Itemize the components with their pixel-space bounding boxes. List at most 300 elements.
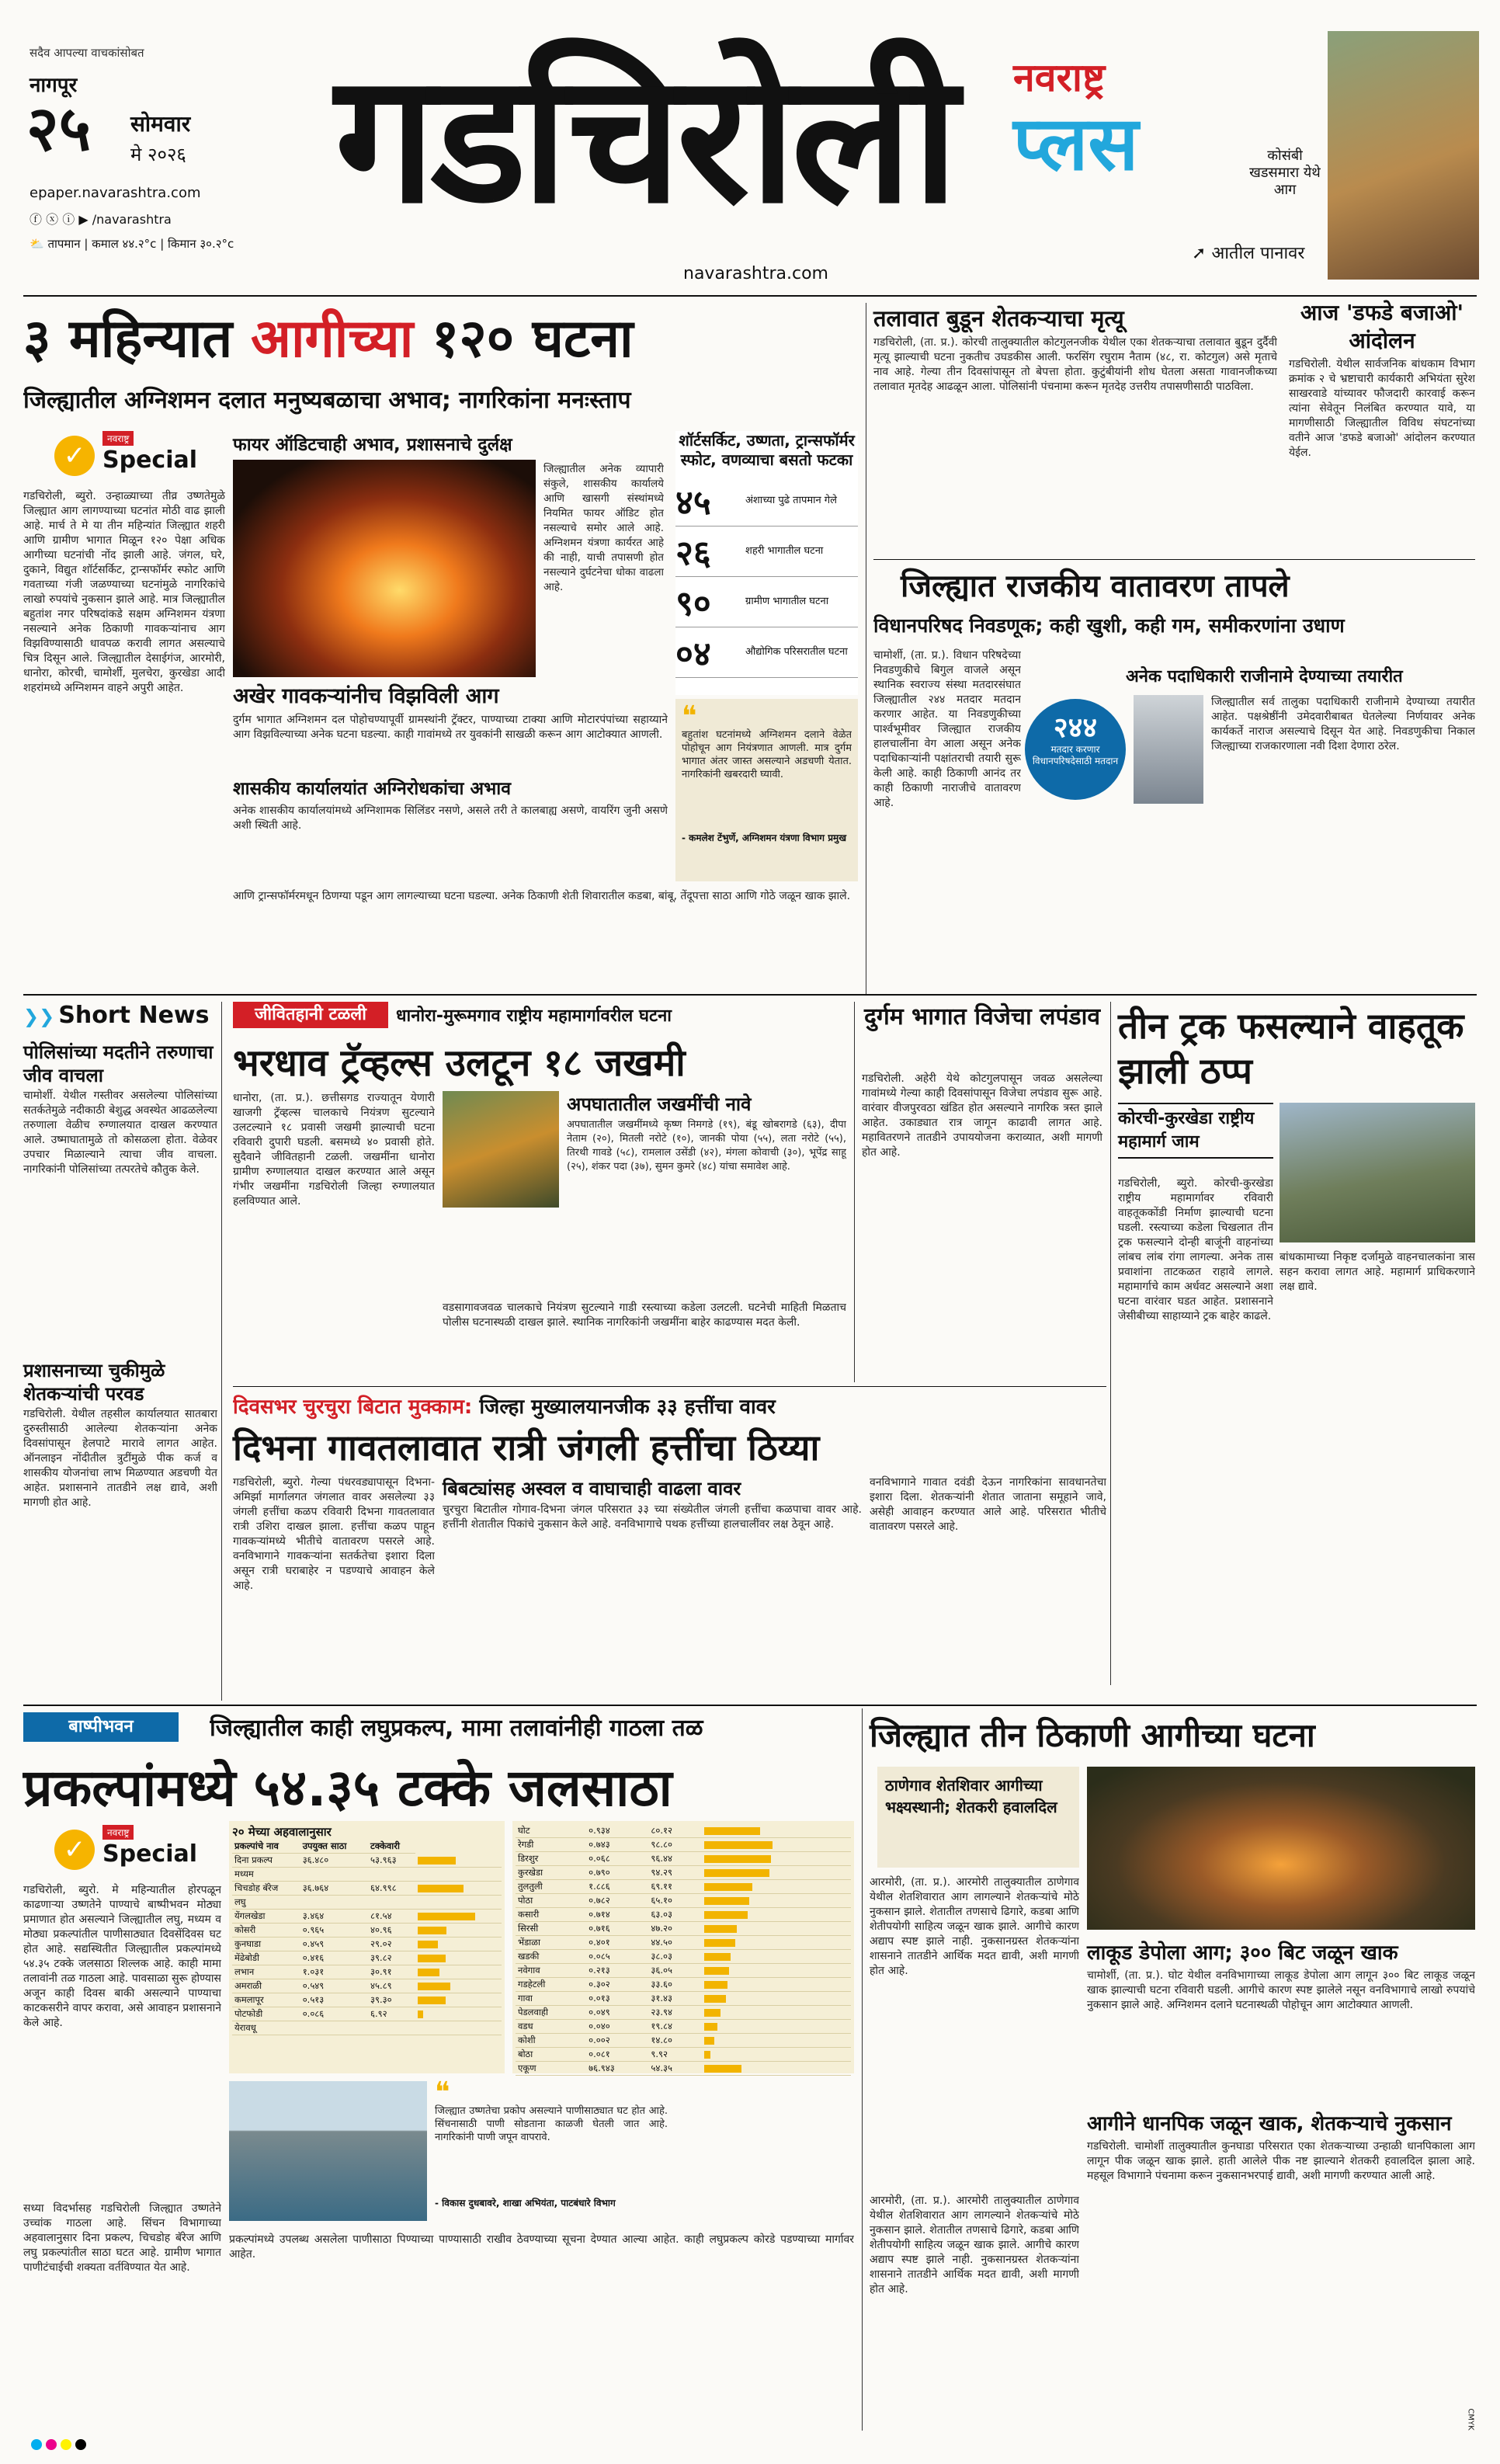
table-cell-pct: ५३.९६३ xyxy=(368,1854,415,1868)
water-table-right xyxy=(512,1821,854,2073)
table-bar-cell xyxy=(702,2034,852,2048)
table-row xyxy=(516,1992,851,2006)
instagram-icon[interactable]: ⓘ xyxy=(62,212,75,227)
trucks-sub: कोरची-कुरखेडा राष्ट्रीय महामार्ग जाम xyxy=(1118,1103,1273,1159)
epaper-link[interactable]: epaper.navarashtra.com xyxy=(30,185,201,201)
black-dot xyxy=(75,2439,86,2450)
table-cell-val: ०.४०१ xyxy=(586,1936,648,1950)
table-cell-val xyxy=(300,1868,368,1882)
stat-label: शहरी भागातील घटना xyxy=(745,545,824,557)
table-cell-val: ०.४१६ xyxy=(300,1951,368,1965)
table-cell-pct: १४.८० xyxy=(648,2034,701,2048)
table-row xyxy=(232,1924,502,1937)
table-bar-cell xyxy=(415,1924,502,1937)
table-bar-cell xyxy=(702,1964,852,1978)
table-cell-name: कोसरी xyxy=(232,1924,300,1937)
table-cell-pct: ४५.८९ xyxy=(368,1979,415,1993)
sub-story-1-title: अखेर गावकऱ्यांनीच विझविली आग xyxy=(233,684,499,708)
table-bar-cell xyxy=(415,1993,502,2007)
percent-bar xyxy=(704,1869,770,1877)
site-url[interactable]: navarashtra.com xyxy=(683,264,828,283)
table-cell-name: येरावधू xyxy=(232,2021,300,2035)
quote-icon: ❝ xyxy=(682,700,697,732)
table-cell-val: ०.५४९ xyxy=(300,1979,368,1993)
stats-box-title: शॉर्टसर्किट, उष्णता, ट्रान्सफॉर्मर स्फोट, वणव्याचा बसतो फटका xyxy=(679,431,855,469)
percent-bar xyxy=(418,2010,422,2018)
drown-title: तलावात बुडून शेतकऱ्याचा मृत्यू xyxy=(873,305,1124,332)
elephants-body-2: चुरचुरा बिटातील गोगाव-दिभना जंगल परिसरात ३३ च्या संख्येतील जंगली हत्तींचा कळपाचा वावर आहे. हत्तींनी शेतातील पिकांचे नुकसान केले आहे. वनविभागाचे पथक हत्तींच्या हालचालींवर लक्ष ठेवून आहे. xyxy=(443,1503,862,1531)
trucks-body: गडचिरोली, ब्युरो. कोरची-कुरखेडा राष्ट्रीय महामार्गावर रविवारी वाहतूककोंडी निर्माण झाल्याची घटना घडली. रस्त्याच्या कडेला चिखलात तीन ट्रक फसल्याने दोन्ही बाजूंनी वाहनांच्या लांबच लांब रांगा लागल्या. अनेक तास प्रवाशांना ताटकळत राहावे लागले. महामार्गाचे काम अर्धवट असल्याने अशा घटना वारंवार घडत आहेत. प्रशासनाने जेसीबीच्या साहाय्याने ट्रक बाहेर काढले. xyxy=(1118,1177,1273,1322)
quote-icon: ❝ xyxy=(435,2077,450,2108)
lead-continuation: आणि ट्रान्सफॉर्मरमधून ठिणग्या पडून आग लागल्याच्या घटना घडल्या. अनेक ठिकाणी शेती शिवारातील कडबा, बांबू, तेंदूपत्ता साठा आणि गोठे जळून खाक झाले. xyxy=(233,890,851,902)
table-row xyxy=(232,2007,502,2021)
table-cell-pct: ९.९२ xyxy=(648,2048,701,2062)
accident-title: भरधाव ट्रॅव्हल्स उलटून १८ जखमी xyxy=(233,1041,686,1085)
table-cell-pct: ३१.४३ xyxy=(648,1992,701,2006)
table-row xyxy=(516,1824,851,1838)
table-cell-pct: ८०.१२ xyxy=(648,1824,701,1838)
accident-box-title: अपघातातील जखमींची नावे xyxy=(567,1093,752,1115)
table-cell-pct: २९.०२ xyxy=(368,1937,415,1951)
table-cell-name: कमलापूर xyxy=(232,1993,300,2007)
table-bar-cell xyxy=(702,1950,852,1964)
table-cell-pct: ६९.११ xyxy=(648,1880,701,1894)
percent-bar xyxy=(704,1855,772,1863)
fires-body: आरमोरी, (ता. प्र.). आरमोरी तालुक्यातील ठाणेगाव येथील शेतशिवारात आग लागल्याने शेतकऱ्यांचे मोठे नुकसान झाले. शेतातील तणसाचे ढिगारे, कडबा आणि शेतीपयोगी साहित्य जळून खाक झाले. आगीचे कारण अद्याप स्पष्ट झाले नाही. नुकसानग्रस्त शेतकऱ्यांना शासनाने तातडीने आर्थिक मदत द्यावी, अशी मागणी होत आहे. xyxy=(870,1876,1079,1977)
accident-body: धानोरा, (ता. प्र.). छत्तीसगड राज्यातून येणारी खाजगी ट्रॅव्हल्स चालकाचे नियंत्रण सुटल्याने उलटल्याने १८ प्रवासी जखमी झाल्याची घटना रविवारी दुपारी घडली. बसमध्ये ४० प्रवासी होते. सुदैवाने जीवितहानी टळली. जखमींना धानोरा ग्रामीण रुग्णालयात दाखल करण्यात आले असून गंभीर जखमींना गडचिरोली जिल्हा रुग्णालयात हलविण्यात आले. xyxy=(233,1092,435,1208)
table-cell-val: ३.४६४ xyxy=(300,1910,368,1924)
table-cell-val: १.०३१ xyxy=(300,1965,368,1979)
table-cell-pct: ३०.९१ xyxy=(368,1965,415,1979)
youtube-icon[interactable]: ▶ xyxy=(78,212,89,227)
politics-body-2: जिल्ह्यातील सर्व तालुका पदाधिकारी राजीनामे देण्याच्या तयारीत आहेत. पक्षश्रेष्ठींनी उमेदवारीबाबत घेतलेल्या निर्णयावर अनेक कार्यकर्ते नाराज असल्याचे दिसून येत आहे. निवडणुकीचा निकाल जिल्ह्याच्या राजकारणाला नवी दिशा देणारा ठरेल. xyxy=(1211,696,1475,752)
elephants-kicker: दिवसभर चुरचुरा बिटात मुक्काम: जिल्हा मुख्यालयानजीक ३३ हत्तींचा वावर xyxy=(233,1395,776,1419)
table-cell-name: भेंडाळा xyxy=(516,1936,586,1950)
stat-number: २६ xyxy=(675,533,711,573)
table-cell-pct: ६३.०३ xyxy=(648,1908,701,1922)
table-cell-val: ३६.४८० xyxy=(300,1854,368,1868)
water-table-2 xyxy=(516,1824,851,2076)
water-kicker: जिल्ह्यातील काही लघुप्रकल्प, मामा तलावांनीही गाठला तळ xyxy=(210,1715,703,1742)
table-cell-pct: ४७.२० xyxy=(648,1922,701,1936)
table-bar-cell xyxy=(702,1922,852,1936)
table-cell-name: एकूण xyxy=(516,2062,586,2076)
brand-logo xyxy=(1013,54,1223,217)
table-bar-cell xyxy=(415,1979,502,1993)
percent-bar xyxy=(704,1953,731,1961)
stat-label: ग्रामीण भागातील घटना xyxy=(745,596,829,607)
table-cell-pct: ३८.०३ xyxy=(648,1950,701,1964)
table-cell-name: गडहेटली xyxy=(516,1978,586,1992)
table-cell-val: ०.०८६ xyxy=(300,2007,368,2021)
table-cell-pct: ९४.२९ xyxy=(648,1866,701,1880)
table-bar-cell xyxy=(702,1936,852,1950)
elephants-mid-title: बिबट्यांसह अस्वल व वाघाचाही वाढला वावर xyxy=(443,1478,741,1500)
table-cell-name: मध्यम xyxy=(232,1868,300,1882)
table-bar-cell xyxy=(702,1894,852,1908)
tagline: सदैव आपल्या वाचकांसोबत xyxy=(30,46,144,60)
table-cell-val: ०.९३४ xyxy=(586,1824,648,1838)
water-title: प्रकल्पांमध्ये ५४.३५ टक्के जलसाठा xyxy=(23,1758,672,1818)
sub-story-1-body: दुर्गम भागात अग्निशमन दल पोहोचण्यापूर्वी ग्रामस्थांनी ट्रॅक्टर, पाण्याच्या टाक्या आणि मोटारपंपांच्या सहाय्याने आग विझविल्याच्या अनेक घटना घडल्या. काही गावांमध्ये तर युवकांनी साखळी करून आग आटोक्यात आणली. xyxy=(233,714,668,741)
table-bar-cell xyxy=(415,1965,502,1979)
masthead-rule xyxy=(23,295,1477,297)
table-cell-val: १.८८६ xyxy=(586,1880,648,1894)
short-news-1-title: पोलिसांच्या मदतीने तरुणाचा जीव वाचला xyxy=(23,1041,214,1086)
table-cell-name: गावा xyxy=(516,1992,586,2006)
table-cell-name: घोट xyxy=(516,1824,586,1838)
lead-photo-caption: फायर ऑडिटचाही अभाव, प्रशासनाचे दुर्लक्ष xyxy=(233,435,512,455)
table-cell-pct: ४०.९६ xyxy=(368,1924,415,1937)
power-body: गडचिरोली. अहेरी येथे कोटगुलपासून जवळ असलेल्या गावांमध्ये गेल्या काही दिवसांपासून विजेचा लपंडाव सुरू आहे. वारंवार वीजपुरवठा खंडित होत असल्याने नागरिक त्रस्त झाले आहेत. उकाड्यात रात्र जागून काढावी लागत आहे. महावितरणने तातडीने उपाययोजना कराव्यात, अशी मागणी होत आहे. xyxy=(862,1072,1102,1159)
fires-title: जिल्ह्यात तीन ठिकाणी आगीच्या घटना xyxy=(870,1716,1315,1754)
table-row xyxy=(516,1880,851,1894)
weekday: सोमवार xyxy=(130,111,191,137)
check-icon: ✓ xyxy=(54,1830,95,1870)
table-cell-name: दिना प्रकल्प xyxy=(232,1854,300,1868)
table-row xyxy=(516,1908,851,1922)
politics-subhead-2: अनेक पदाधिकारी राजीनामे देण्याच्या तयारीत xyxy=(1126,667,1403,686)
table-cell-val: ०.७९० xyxy=(586,1866,648,1880)
accident-names: अपघातातील जखमींमध्ये कृष्ण निमगडे (१९), बंडू खोबरागडे (६३), दीपा नेताम (२०), मितली नरोटे (१०), जानकी पोया (५५), लता नरोटे (५५), तिरथी गावडे (५८), रामलाल उसेंडी (४२), मंगला कोवाची (३०), भूपेंद्र साहू (२५), शंकर पदा (३७), सुमन कुमरे (४८) यांचा समावेश आहे. xyxy=(567,1119,846,1173)
divider xyxy=(854,1002,855,1382)
table-cell-pct: ६४.९९८ xyxy=(368,1882,415,1896)
weather: ⛅ तापमान | कमाल ४४.२°c | किमान ३०.२°c xyxy=(30,237,234,251)
stat-number: ९० xyxy=(675,584,711,624)
table-row xyxy=(516,1866,851,1880)
brand-byline: ➚ आतील पानावर xyxy=(1192,244,1305,263)
social-icons xyxy=(30,210,172,228)
divider xyxy=(221,1002,222,1701)
table-row xyxy=(516,1852,851,1866)
table-row xyxy=(232,1993,502,2007)
table-bar-cell xyxy=(415,2021,502,2035)
table-row xyxy=(232,1854,502,1868)
fires-photo xyxy=(1087,1767,1475,1930)
table-cell-val: ०.२१३ xyxy=(586,1964,648,1978)
table-bar-cell xyxy=(415,1937,502,1951)
percent-bar xyxy=(418,1983,450,1990)
table-row xyxy=(516,2048,851,2062)
protest-body: गडचिरोली. येथील सार्वजनिक बांधकाम विभाग क्रमांक २ चे भ्रष्टाचारी कार्यकारी अभियंता सुरेश साखरवाडे यांच्यावर फौजदारी कारवाई करून त्यांना सेवेतून निलंबित करण्यात यावे, या मागणीसाठी जिल्ह्यातील विविध संघटनांच्या वतीने आज 'डफडे बजाओ' आंदोलन करण्यात येईल. xyxy=(1289,358,1475,459)
table-row xyxy=(516,1894,851,1908)
politics-body: चामोर्शी, (ता. प्र.). विधान परिषदेच्या निवडणुकीचे बिगुल वाजले असून स्थानिक स्वराज्य संस्था मतदारसंघात जिल्ह्यातील २४४ मतदार मतदान करणार आहेत. या निवडणुकीच्या पार्श्वभूमीवर जिल्ह्यात राजकीय हालचालींना वेग आला असून अनेक पदाधिकाऱ्यांनी पक्षांतराची तयारी सुरू केली आहे. काही ठिकाणी आनंद तर काही ठिकाणी नाराजीचे वातावरण आहे. xyxy=(873,649,1021,809)
fires-sub-body: चामोर्शी, (ता. प्र.). घोट येथील वनविभागाच्या लाकूड डेपोला आग लागून ३०० बिट लाकूड जळून खाक झाल्याची घटना रविवारी घडली. आगीचे कारण स्पष्ट झालेले नसून वनविभागाचे लाखो रुपयांचे नुकसान झाले आहे. अग्निशमन दलाने घटनास्थळी पोहोचून आग आटोक्यात आणली. xyxy=(1087,1969,1475,2011)
table-cell-pct: ४४.५० xyxy=(648,1936,701,1950)
percent-bar xyxy=(418,1969,439,1976)
fires-sub2-body: गडचिरोली. चामोर्शी तालुक्यातील कुनघाडा परिसरात एका शेतकऱ्याच्या उन्हाळी धानपिकाला आग लागून पीक जळून खाक झाले. हाती आलेले पीक नष्ट झाल्याने शेतकरी हवालदिल झाला आहे. महसूल विभागाने पंचनामा करून नुकसानभरपाई द्यावी, अशी मागणी करण्यात आली आहे. xyxy=(1087,2140,1475,2182)
table-bar-cell xyxy=(702,1866,852,1880)
percent-bar xyxy=(704,1827,760,1835)
table-row xyxy=(232,1896,502,1910)
cyan-dot xyxy=(31,2439,42,2450)
table-row xyxy=(516,2034,851,2048)
divider xyxy=(23,1705,1477,1706)
twitter-icon[interactable]: ⓧ xyxy=(46,212,59,227)
table-cell-val: ०.००२ xyxy=(586,2034,648,2048)
table-row xyxy=(516,1978,851,1992)
table-cell-pct xyxy=(368,1868,415,1882)
politics-title: जिल्ह्यात राजकीय वातावरण तापले xyxy=(901,568,1290,604)
table-cell-val: ०.३०२ xyxy=(586,1978,648,1992)
city: नागपूर xyxy=(30,74,78,97)
table-cell-val: ३६.७६४ xyxy=(300,1882,368,1896)
badge-text: मतदार करणार विधानपरिषदेसाठी मतदान xyxy=(1032,744,1119,766)
table-bar-cell xyxy=(702,1880,852,1894)
percent-bar xyxy=(704,1981,727,1989)
table-cell-pct: ६५.१० xyxy=(648,1894,701,1908)
table-cell-name: पोठा xyxy=(516,1894,586,1908)
percent-bar xyxy=(704,1883,752,1891)
divider xyxy=(23,994,1477,996)
table-cell-pct: २३.९४ xyxy=(648,2006,701,2020)
percent-bar xyxy=(704,2065,742,2073)
table-row xyxy=(516,1922,851,1936)
percent-bar xyxy=(704,2051,711,2059)
water-body: गडचिरोली, ब्युरो. मे महिन्यातील होरपळून काढणाऱ्या उष्णतेने पाण्याचे बाष्पीभवन मोठ्या प्रमाणात होत असल्याने जिल्ह्यातील लघु, मध्यम व मोठ्या प्रकल्पांतील पाणीसाठ्यात दिवसेंदिवस घट होत आहे. सद्यस्थितीत जिल्ह्यातील प्रकल्पांमध्ये ५४.३५ टक्के जलसाठा शिल्लक आहे. काही मामा तलावांनी तळ गाठला आहे. पावसाळा सुरू होण्यास अजून काही दिवस बाकी असल्याने पाण्याचा काटकसरीने वापर करावा, असे आवाहन प्रशासनाने केले आहे. xyxy=(23,1884,221,2029)
table-row xyxy=(516,1950,851,1964)
table-cell-name: रेगडी xyxy=(516,1838,586,1852)
percent-bar xyxy=(704,1939,735,1947)
water-table xyxy=(232,1840,502,2035)
short-news-icon: ❯❯ xyxy=(23,1006,55,1027)
water-special-badge: ✓ नवराष्ट्र Special xyxy=(54,1825,194,1879)
elephants-title: दिभना गावतलावात रात्री जंगली हत्तींचा ठिय्या xyxy=(233,1427,820,1468)
brand-top: नवराष्ट्र xyxy=(1013,55,1106,100)
percent-bar xyxy=(704,2009,721,2017)
fires-sub2-title: आगीने धानपिक जळून खाक, शेतकऱ्याचे नुकसान xyxy=(1087,2112,1452,2136)
stat-label: अंशाच्या पुढे तापमान गेले xyxy=(745,495,837,506)
table-cell-val: ०.७८२ xyxy=(586,1894,648,1908)
table-cell-val: ०.०४० xyxy=(586,2020,648,2034)
table-bar-cell xyxy=(415,1896,502,1910)
percent-bar xyxy=(704,1911,748,1919)
social-handle[interactable]: /navarashtra xyxy=(92,212,172,227)
stats-box xyxy=(675,431,858,695)
table-cell-val xyxy=(300,1896,368,1910)
table-cell-val: ०.७१४ xyxy=(586,1908,648,1922)
table-cell-val: ०.७४३ xyxy=(586,1838,648,1852)
table-bar-cell xyxy=(702,2062,852,2076)
percent-bar xyxy=(704,1995,726,2003)
stat-row xyxy=(675,476,858,527)
special-badge: ✓ नवराष्ट्र Special xyxy=(54,431,194,485)
table-cell-pct: ६.९२ xyxy=(368,2007,415,2021)
table-row xyxy=(232,1868,502,1882)
table-cell-pct: ३९.८२ xyxy=(368,1951,415,1965)
table-cell-val: ०.०१३ xyxy=(586,1992,648,2006)
table-row xyxy=(232,1910,502,1924)
badge-number: २४४ xyxy=(1053,712,1098,744)
water-photo xyxy=(229,2081,427,2221)
trucks-title: तीन ट्रक फसल्याने वाहतूक झाली ठप्प xyxy=(1118,1005,1464,1092)
table-cell-name: चिचडोह बॅरेज xyxy=(232,1882,300,1896)
table-cell-val: ०.७१६ xyxy=(586,1922,648,1936)
table-cell-val xyxy=(300,2021,368,2035)
table-cell-pct xyxy=(368,2021,415,2035)
lead-subhead: जिल्ह्यातील अग्निशमन दलात मनुष्यबळाचा अभाव; नागरिकांना मनःस्ताप xyxy=(23,387,631,414)
teaser-caption-box: कोसंबी खडसमारा येथे आग xyxy=(1249,148,1321,198)
water-tag: बाष्पीभवन xyxy=(23,1712,179,1742)
trucks-photo xyxy=(1280,1103,1475,1242)
table-cell-name: मेंढेबोडी xyxy=(232,1951,300,1965)
water-table-header: प्रकल्पांचे नाव उपयुक्त साठा टक्केवारी xyxy=(232,1840,502,1854)
lead-body: गडचिरोली, ब्युरो. उन्हाळ्याच्या तीव्र उष्णतेमुळे जिल्ह्यात आग लागण्याच्या घटनांत मोठी वाढ झाली आहे. मार्च ते मे या तीन महिन्यांत जिल्ह्यात शहरी आणि ग्रामीण भागात मिळून १२० पेक्षा अधिक आगीच्या घटनांची नोंद झाली आहे. जंगल, घरे, दुकाने, विद्युत शॉर्टसर्किट, ट्रान्सफॉर्मर स्फोट आणि गवताच्या गंजी जळण्याच्या घटनांमुळे नागरिकांचे लाखो रुपयांचे नुकसान झाले आहे. मात्र जिल्ह्यातील बहुतांश नगर परिषदांकडे सक्षम अग्निशमन यंत्रणा नसल्याने अनेक ठिकाणी गावकऱ्यांनाच आग विझविण्यासाठी धावपळ करावी लागत असल्याचे चित्र दिसून आले. जिल्ह्यातील देसाईगंज, आरमोरी, धानोरा, कोरची, चामोर्शी, मुलचेरा, कुरखेडा आदी शहरांमध्ये अग्निशमन वाहने अपुरी आहेत. xyxy=(23,490,225,694)
percent-bar xyxy=(704,1967,729,1975)
fires-sub-title: लाकूड डेपोला आग; ३०० बिट जळून खाक xyxy=(1087,1941,1398,1965)
percent-bar xyxy=(418,1927,446,1934)
table-cell-val: ७६.९४३ xyxy=(586,2062,648,2076)
accident-body-2: वडसागावजवळ चालकाचे नियंत्रण सुटल्याने गाडी रस्त्याच्या कडेला उलटली. घटनेची माहिती मिळताच पोलीस घटनास्थळी दाखल झाले. स्थानिक नागरिकांनी जखमींना बाहेर काढण्यास मदत केली. xyxy=(443,1302,846,1329)
politics-photo xyxy=(1134,695,1203,804)
table-cell-val: ०.०६८ xyxy=(586,1852,648,1866)
table-cell-pct: १९.८४ xyxy=(648,2020,701,2034)
table-cell-pct: ३९.३० xyxy=(368,1993,415,2007)
table-cell-pct: ३३.६० xyxy=(648,1978,701,1992)
table-cell-name: अमराळी xyxy=(232,1979,300,1993)
stats-list xyxy=(675,476,858,678)
table-cell-val: ०.४५९ xyxy=(300,1937,368,1951)
table-cell-pct: ९६.४४ xyxy=(648,1852,701,1866)
water-quote-byline: - विकास दुधबावरे, शाखा अभियंता, पाटबंधारे विभाग xyxy=(435,2198,616,2209)
table-cell-name: कसारी xyxy=(516,1908,586,1922)
stat-number: ४५ xyxy=(675,483,711,523)
brand-bottom: प्लस xyxy=(1013,100,1139,187)
water-table-left xyxy=(229,1821,505,2073)
percent-bar xyxy=(704,1841,773,1849)
table-bar-cell xyxy=(415,1854,502,1868)
table-row xyxy=(516,1838,851,1852)
protest-title: आज 'डफडे बजाओ' आंदोलन xyxy=(1300,300,1464,353)
table-row xyxy=(516,1936,851,1950)
table-bar-cell xyxy=(702,1978,852,1992)
water-quote-text: जिल्ह्यात उष्णतेचा प्रकोप असल्याने पाणीसाठ्यात घट होत आहे. सिंचनासाठी पाणी सोडताना काळजी घेतली जात आहे. नागरिकांनी पाणी जपून वापरावे. xyxy=(435,2105,668,2143)
power-title: दुर्गम भागात विजेचा लपंडाव xyxy=(863,1003,1101,1030)
percent-bar xyxy=(418,1885,463,1892)
accident-kicker: धानोरा-मुरूमगाव राष्ट्रीय महामार्गावरील घटना xyxy=(396,1006,672,1026)
short-news-1-body: चामोर्शी. येथील गस्तीवर असलेल्या पोलिसांच्या सतर्कतेमुळे नदीकाठी बेशुद्ध अवस्थेत आढळलेल्या तरुणाला वेळीच रुग्णालयात दाखल करण्यात आले. उष्माघातामुळे तो कोसळला होता. वेळेवर उपचार मिळाल्याने त्याचा जीव वाचला. नागरिकांनी पोलिसांच्या तत्परतेचे कौतुक केले. xyxy=(23,1090,217,1176)
lead-body-2: जिल्ह्यातील अनेक व्यापारी संकुले, शासकीय कार्यालये आणि खासगी संस्थांमध्ये नियमित फायर ऑडिट होत नसल्याचे समोर आले आहे. अग्निशमन यंत्रणा कार्यरत आहे की नाही, याची तपासणी होत नसल्याने दुर्घटनेचा धोका वाढला आहे. xyxy=(543,463,664,593)
percent-bar xyxy=(704,1925,737,1933)
newspaper-title: गडचिरोली xyxy=(335,36,954,243)
table-cell-val: ०.०८१ xyxy=(586,2048,648,2062)
arrow-icon: ➚ xyxy=(1192,244,1207,263)
table-row xyxy=(232,1937,502,1951)
divider xyxy=(233,1386,1106,1387)
table-row xyxy=(232,2021,502,2035)
short-news-2-body: गडचिरोली. येथील तहसील कार्यालयात सातबारा दुरुस्तीसाठी आलेल्या शेतकऱ्यांना अनेक दिवसांपासून हेलपाटे मारावे लागत आहेत. ऑनलाइन नोंदीतील त्रुटींमुळे पीक कर्ज व शासकीय योजनांचा लाभ मिळण्यात अडचणी येत आहेत. प्रशासनाने तातडीने लक्ष द्यावे, अशी मागणी होत आहे. xyxy=(23,1408,217,1509)
stat-row xyxy=(675,577,858,627)
table-cell-val: ०.५१३ xyxy=(300,1993,368,2007)
table-row xyxy=(232,1965,502,1979)
divider xyxy=(873,559,1475,560)
table-cell-pct: ८१.५४ xyxy=(368,1910,415,1924)
table-cell-pct xyxy=(368,1896,415,1910)
teaser-photo xyxy=(1328,31,1479,280)
cmyk-label: CMYK xyxy=(1466,2408,1475,2431)
lead-headline: ३ महिन्यात आगीच्या १२० घटना xyxy=(23,308,634,370)
sub-story-2-title: शासकीय कार्यालयांत अग्निरोधकांचा अभाव xyxy=(233,779,511,799)
table-cell-val: ०.०४९ xyxy=(586,2006,648,2020)
table-bar-cell xyxy=(415,1910,502,1924)
table-row xyxy=(516,2062,851,2076)
masthead xyxy=(0,0,1500,303)
table-cell-name: तुलतुली xyxy=(516,1880,586,1894)
table-cell-name: कोशी xyxy=(516,2034,586,2048)
water-quote xyxy=(435,2077,668,2229)
quote-box xyxy=(675,699,858,881)
table-row xyxy=(516,2020,851,2034)
stat-row xyxy=(675,627,858,678)
date-number: २५ xyxy=(26,92,92,165)
fire-photo xyxy=(233,460,536,677)
table-cell-name: खडकी xyxy=(516,1950,586,1964)
percent-bar xyxy=(704,2023,718,2031)
table-cell-name: सिरसी xyxy=(516,1922,586,1936)
politics-subhead: विधानपरिषद निवडणूक; कही खुशी, कही गम, समीकरणांना उधाण xyxy=(873,614,1345,637)
sub-story-1 xyxy=(233,683,668,850)
table-bar-cell xyxy=(702,2006,852,2020)
yellow-dot xyxy=(61,2439,71,2450)
quote-text: बहुतांश घटनांमध्ये अग्निशमन दलाने वेळेत पोहोचून आग नियंत्रणात आणली. मात्र दुर्गम भागात अंतर जास्त असल्याने अडचणी येतात. नागरिकांनी खबरदारी घ्यावी. xyxy=(682,729,852,780)
facebook-icon[interactable]: ⓕ xyxy=(30,212,43,227)
table-bar-cell xyxy=(702,1852,852,1866)
table-cell-name: लघु xyxy=(232,1896,300,1910)
stat-label: औद्योगिक परिसरातील घटना xyxy=(745,646,848,658)
table-bar-cell xyxy=(702,1908,852,1922)
table-bar-cell xyxy=(415,2007,502,2021)
percent-bar xyxy=(418,1913,474,1920)
percent-bar xyxy=(418,1955,446,1962)
stat-number: ०४ xyxy=(675,634,711,674)
divider xyxy=(862,1708,863,2431)
divider xyxy=(1110,1002,1111,1685)
fires-box: ठाणेगाव शेतशिवार आगीच्या भक्ष्यस्थानी; शेतकरी हवालदिल xyxy=(877,1767,1079,1868)
accident-tag: जीवितहानी टळली xyxy=(233,1002,388,1028)
elephants-body: गडचिरोली, ब्युरो. गेल्या पंधरवड्यापासून दिभना-अमिर्झा मार्गालगत जंगलात वावर असलेल्या ३३ जंगली हत्तींचा कळप रविवारी दिभना गावतलावात रात्री उशिरा दाखल झाला. हत्तींचा कळप पाहून गावकऱ्यांमध्ये भीतीचे वातावरण पसरले आहे. वनविभागाने गावकऱ्यांना सतर्कतेचा इशारा दिला असून रात्री घराबाहेर न पडण्याचे आवाहन केले आहे. xyxy=(233,1476,435,1592)
table-cell-pct: ९८.८० xyxy=(648,1838,701,1852)
registration-marks xyxy=(31,2438,93,2454)
elephants-body-3: वनविभागाने गावात दवंडी देऊन नागरिकांना सावधानतेचा इशारा दिला. शेतकऱ्यांनी शेतात जाताना समूहाने जावे, असेही आवाहन करण्यात आले आहे. परिसरात भीतीचे वातावरण पसरले आहे. xyxy=(870,1476,1106,1533)
table-bar-cell xyxy=(415,1882,502,1896)
stat-row xyxy=(675,527,858,577)
table-cell-name: वडध xyxy=(516,2020,586,2034)
table-row xyxy=(232,1882,502,1896)
table-cell-name: कुनघाडा xyxy=(232,1937,300,1951)
politics-badge xyxy=(1025,699,1126,800)
table-bar-cell xyxy=(702,1838,852,1852)
short-news-label: ❯❯ Short News xyxy=(23,1002,210,1029)
trucks-body-2: बांधकामाच्या निकृष्ट दर्जामुळे वाहनचालकांना त्रास सहन करावा लागत आहे. महामार्ग प्राधिकरणाने लक्ष द्यावे. xyxy=(1280,1251,1475,1293)
table-cell-pct: ५४.३५ xyxy=(648,2062,701,2076)
table-row xyxy=(516,1964,851,1978)
table-cell-name: लभान xyxy=(232,1965,300,1979)
percent-bar xyxy=(418,1857,456,1865)
water-table-title: २० मेच्या अहवालानुसार xyxy=(232,1825,332,1839)
percent-bar xyxy=(704,2037,714,2045)
temp-min: किमान ३०.२°c xyxy=(168,237,234,251)
table-cell-name: बोठा xyxy=(516,2048,586,2062)
table-cell-val: ०.९६५ xyxy=(300,1924,368,1937)
table-row xyxy=(232,1951,502,1965)
table-bar-cell xyxy=(415,1951,502,1965)
table-row xyxy=(516,2006,851,2020)
check-icon: ✓ xyxy=(54,436,95,476)
quote-byline: - कमलेश टेंभुर्णे, अग्निशमन यंत्रणा विभाग प्रमुख xyxy=(682,832,847,843)
table-cell-name: पोटफोडी xyxy=(232,2007,300,2021)
magenta-dot xyxy=(46,2439,57,2450)
drown-body: गडचिरोली, (ता. प्र.). कोरची तालुक्यातील कोटगुलनजीक येथील एका शेतकऱ्याचा तलावात बुडून दुर्दैवी मृत्यू झाल्याची घटना नुकतीच उघडकीस आली. फरसिंग रघुराम नैताम (४८, रा. कोटगुल) असे मृताचे नाव आहे. गेल्या तीन दिवसांपासून तो बेपत्ता होता. कुटुंबीयांनी शोध घेतला असता गावानजीकच्या तलावात मृतदेह आढळून आला. पोलिसांनी पंचनामा करून मृतदेह उत्तरीय तपासणीसाठी पाठविला. xyxy=(873,336,1277,393)
